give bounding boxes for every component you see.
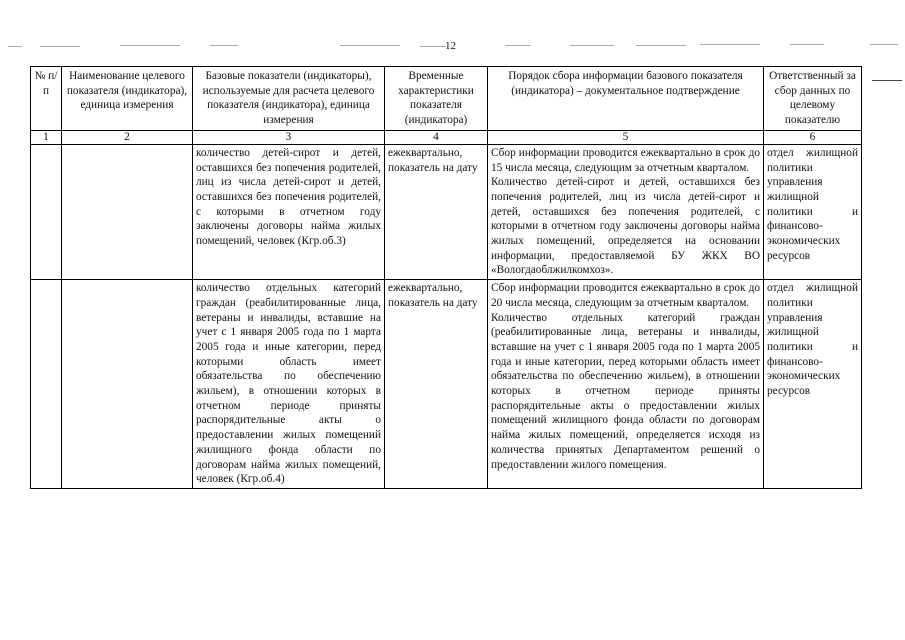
column-number: 3 [193, 130, 385, 144]
table-header-row [31, 67, 862, 131]
header-responsible: Ответственный за сбор данных по целевому показателю [764, 67, 862, 131]
base-indicator-cell: количество отдельных категорий граждан (реабилитированные лица, ветераны и инвалиды, вставшие на учет с 1 января 2005 года по 1 марта 2005 года и иные категории, перед которыми область имеет обязательства по обеспечению жильем), в отношении которых в отчетном периоде приняты распорядительные акты о предоставлении жилых помещений жилищного фонда области по договорам найма жилых помещений, человек (Кгр.об.4) [193, 280, 385, 489]
scan-artifact [790, 44, 824, 45]
column-number: 1 [31, 130, 62, 144]
header-indicator-name: Наименование целевого показателя (индикатора), единица измерения [62, 67, 193, 131]
scan-artifact [700, 44, 760, 45]
scan-artifact [420, 46, 446, 47]
indicator-name-cell [62, 144, 193, 279]
column-number: 4 [385, 130, 488, 144]
timing-cell: ежеквартально, показатель на дату [385, 280, 488, 489]
table-row [31, 144, 862, 279]
header-procedure: Порядок сбора информации базового показателя (индикатора) – документальное подтверждение [488, 67, 764, 131]
procedure-cell [488, 280, 764, 489]
indicators-table [30, 66, 862, 489]
margin-rule [872, 80, 902, 81]
page-number: 12 [445, 40, 456, 52]
column-numbers-row [31, 130, 862, 144]
row-number-cell [31, 280, 62, 489]
responsible-cell: отдел жилищной политики управления жилищной политики и финансово-экономических ресурсов [764, 144, 862, 279]
scan-artifact [40, 46, 80, 47]
timing-cell: ежеквартально, показатель на дату [385, 144, 488, 279]
scan-artifact [570, 45, 614, 46]
header-number: № п/п [31, 67, 62, 131]
scan-artifact [340, 45, 400, 46]
procedure-detail: Количество отдельных категорий граждан (реабилитированные лица, ветераны и инвалиды, вставшие на учет с 1 января 2005 года по 1 марта 2005 года и иные категории, перед которыми область имеет обязательства по обеспечению жильем), в отношении которых в отчетном периоде приняты распорядительные акты о предоставлении жилых помещений жилищного фонда области по договорам найма жилых помещений, определяется исходя из количества принятых Департаментом решений о предоставлении жилого помещения. [491, 311, 760, 471]
column-number: 5 [488, 130, 764, 144]
scan-artifact [120, 45, 180, 46]
scan-artifact [636, 45, 686, 46]
column-number: 2 [62, 130, 193, 144]
responsible-cell: отдел жилищной политики управления жилищной политики и финансово-экономических ресурсов [764, 280, 862, 489]
scan-artifact [870, 44, 898, 45]
scan-artifact [8, 46, 22, 47]
procedure-detail: Количество детей-сирот и детей, оставшихся без попечения родителей, лиц из числа детей-сирот и детей, оставшихся без попечения родителей, с которыми в отчетном году заключены договоры найма жилых помещений, определяется на основании информации, предоставляемой БУ ЖКХ ВО «Вологдаоблжилкомхоз». [491, 176, 760, 277]
scan-artifact [210, 45, 238, 46]
procedure-intro: Сбор информации проводится ежеквартально в срок до 15 числа месяца, следующим за отчетным кварталом. [491, 146, 760, 174]
header-timing: Временные характеристики показателя (индикатора) [385, 67, 488, 131]
indicator-name-cell [62, 280, 193, 489]
table-row [31, 280, 862, 489]
procedure-intro: Сбор информации проводится ежеквартально в срок до 20 числа месяца, следующим за отчетным кварталом. [491, 282, 760, 309]
row-number-cell [31, 144, 62, 279]
header-base-indicators: Базовые показатели (индикаторы), используемые для расчета целевого показателя (индикатора), единица измерения [193, 67, 385, 131]
base-indicator-cell: количество детей-сирот и детей, оставшихся без попечения родителей, лиц из числа детей-сирот и детей, оставшихся без попечения родителей, с которыми в отчетном году заключены договоры найма жилых помещений, человек (Кгр.об.3) [193, 144, 385, 279]
procedure-cell [488, 144, 764, 279]
scan-artifact [505, 45, 531, 46]
column-number: 6 [764, 130, 862, 144]
